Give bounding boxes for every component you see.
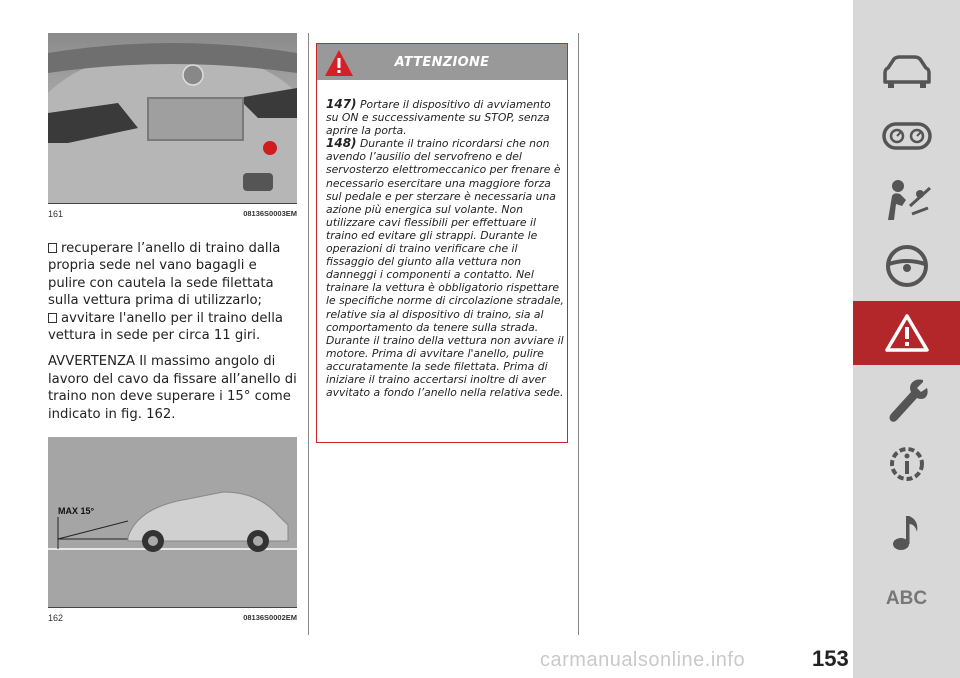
sidebar-item-technical-data[interactable] [853, 432, 960, 496]
sidebar-item-multimedia[interactable] [853, 500, 960, 564]
figure-161-rule [48, 203, 297, 204]
list-item: avvitare l'anello per il traino della vettura in sede per circa 11 giri. [48, 310, 283, 344]
checkbox-bullet-icon [48, 313, 57, 323]
column-divider [308, 33, 309, 635]
airbag-icon [882, 178, 932, 222]
music-note-icon [887, 510, 927, 554]
instructions-text [48, 240, 298, 423]
warning-box [316, 43, 568, 443]
warning-item-text: Durante il traino ricordarsi che non avendo l’ausilio del servofreno e del servosterzo elettromeccanico per frenare è necessario esercitare una maggiore forza sul pedale e per sterzare è necessaria una azione più energica sul volante. Non utilizzare cavi flessibili per effettuare il traino ed evitare gli strappi. Durante le operazioni di traino verificare che il fissaggio del giunto alla vettura non danneggi i componenti a contatto. Nel trainare la vettura è obbligatorio rispettare le specifiche norme di circolazione stradale, relative sia al dispositivo di traino, sia al comportamento da tenere sulla strada. Durante il traino della vettura non avviare il motore. Prima di avvitare l'anello, pulire accuratamente la sede filettata. Prima di iniziare il traino accertarsi inoltre di aver avvitato a fondo l’anello nella relativa sede. [326, 137, 564, 400]
figure-number: 161 [48, 209, 64, 219]
car-icon [882, 54, 932, 90]
figure-code: 08136S0002EM [243, 613, 297, 622]
warning-item-text: Portare il dispositivo di avviamento su ON e successivamente su STOP, senza aprire la porta. [326, 98, 551, 138]
sidebar-item-index[interactable] [853, 567, 960, 631]
warning-item-number: 147) [326, 97, 357, 111]
checkbox-bullet-icon [48, 243, 57, 253]
tow-angle-illustration [48, 437, 297, 607]
figure-161-image [48, 33, 297, 203]
warning-item-number: 148) [326, 136, 357, 151]
sidebar-item-driving[interactable] [853, 234, 960, 298]
warning-text [326, 98, 566, 399]
index-label: ABC [885, 588, 928, 609]
list-item: recuperare l’anello di traino dalla propria sede nel vano bagagli e pulire con cautela la sede filettata sulla vettura prima di utilizzarlo; [48, 241, 281, 309]
warning-icon [884, 313, 930, 353]
figure-162-caption [48, 613, 297, 623]
max-angle-label: MAX 15° [58, 506, 95, 516]
sidebar-item-emergency[interactable] [853, 301, 960, 365]
warning-title: ATTENZIONE [394, 55, 490, 70]
steering-wheel-icon [885, 244, 929, 288]
warning-header [317, 44, 567, 80]
sidebar-item-maintenance[interactable] [853, 368, 960, 432]
sidebar-item-dashboard[interactable] [853, 104, 960, 168]
figure-161-caption [48, 209, 297, 219]
column-divider [578, 33, 579, 635]
figure-162-image [48, 437, 297, 607]
dashboard-icon [882, 121, 932, 151]
watermark: carmanualsonline.info [540, 649, 746, 671]
figure-code: 08136S0003EM [243, 209, 297, 218]
car-rear-illustration [48, 33, 297, 203]
sidebar-item-safety[interactable] [853, 168, 960, 232]
info-gear-icon [885, 442, 929, 486]
sidebar-item-car[interactable] [853, 40, 960, 104]
warning-note: AVVERTENZA Il massimo angolo di lavoro del cavo da fissare all’anello di traino non deve superare i 15° come indicato in fig. 162. [48, 354, 297, 422]
page-number: 153 [812, 646, 849, 671]
wrench-icon [885, 376, 929, 424]
chapter-sidebar [853, 0, 960, 678]
figure-162-rule [48, 607, 297, 608]
figure-number: 162 [48, 613, 64, 623]
